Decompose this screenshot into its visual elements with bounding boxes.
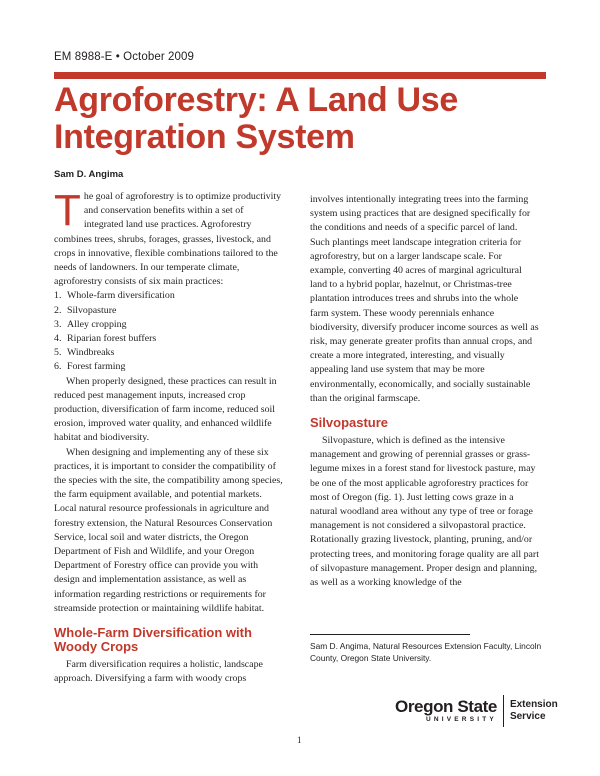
list-item: 4. Riparian forest buffers xyxy=(54,333,157,345)
continuation-paragraph: involves intentionally integrating trees into the farming system using practices that are designed specifically for the conditions and needs of a specific parcel of land. Such plantings meet landscape integration criteria for agroforestry, but on a larger landscape scale. For example, converting 40 acres of marginal agricultural land to a hybrid poplar, hazelnut, or Christmas-tree plantation introduces trees and shrubs into the whole farm system. These woody perennials enhance biodiversity, diversify producer income sources as well as risk, may generate greater profits than annual crops, and create a more integrated, interesting, and visually appealing land use system that may be more environmentally, economically, and socially sustainable than the original farmscape. xyxy=(310,194,539,404)
benefits-paragraph: When properly designed, these practices can result in reduced pest management inputs, increased crop production, diversification of farm income, reduced soil erosion, improved water quality, and enhanced wildlife habitat and biodiversity. xyxy=(54,375,277,444)
osu-extension-logo xyxy=(395,695,558,727)
page-title xyxy=(54,82,554,156)
practices-list xyxy=(54,289,283,374)
header-rule xyxy=(54,72,546,79)
page-number: 1 xyxy=(297,735,302,745)
logo-extension-line-1: Extension xyxy=(509,699,558,710)
left-column xyxy=(54,186,283,687)
list-item: 6. Forest farming xyxy=(54,361,126,373)
intro-text: he goal of agroforestry is to optimize productivity and conservation benefits within a set of integrated land use practices. Agroforestry combines trees, shrubs, forages, grasses, livestock, and crops in innovative, flexible combinations tailored to the needs of landowners. In our temperate climate, agroforestry consists of six main practices: xyxy=(54,191,282,288)
intro-paragraph xyxy=(54,186,283,289)
section-heading-whole-farm: Whole-Farm Diversification with Woody Crops xyxy=(54,625,252,655)
drop-cap: T xyxy=(54,186,81,235)
publication-line: EM 8988-E • October 2009 xyxy=(54,51,195,63)
footnote-rule xyxy=(310,634,470,635)
logo-extension xyxy=(510,699,558,723)
author-name: Sam D. Angima xyxy=(54,169,124,180)
design-paragraph: When designing and implementing any of these six practices, it is important to consider the compatibility of the species with the site, the compatibility among species, the farm equipment available, and potential markets. Local natural resource professionals in agriculture and forestry extension, the Natural Resources Conservation Service, local soil and water districts, the Oregon Department of Fish and Wildlife, and your Oregon Department of Forestry office can provide you with design and implementation assistance, as well as information regarding restrictions or requirements for streamside protection or maintaining wildlife habitat. xyxy=(54,446,283,614)
section-heading-silvopasture: Silvopasture xyxy=(310,415,389,431)
title-line-1: Agroforestry: A Land Use xyxy=(54,81,459,119)
silvopasture-paragraph: Silvopasture, which is defined as the intensive management and growing of perennial grasses or grass-legume mixes in a forest stand for livestock pasture, may be one of the most applicable agroforestry practices for most of Oregon (fig. 1). Just letting cows graze in a natural woodland area without any type of tree or forage management is not considered a silvopastoral practice. Rotationally grazing livestock, planting, pruning, and/or protecting trees, and monitoring forage quality are all part of silvopasture management. Proper design and planning, as well as a working knowledge of the xyxy=(310,435,539,589)
logo-name: Oregon State xyxy=(395,697,497,716)
logo-extension-line-2: Service xyxy=(509,711,546,722)
author-footnote: Sam D. Angima, Natural Resources Extension Faculty, Lincoln County, Oregon State University. xyxy=(310,641,542,663)
diversification-paragraph: Farm diversification requires a holistic, landscape approach. Diversifying a farm with woody crops xyxy=(54,659,263,685)
logo-divider xyxy=(503,695,504,727)
list-item: 3. Alley cropping xyxy=(54,318,127,330)
list-item: 1. Whole-farm diversification xyxy=(54,290,175,302)
logo-wordmark xyxy=(395,698,497,724)
list-item: 5. Windbreaks xyxy=(54,347,115,359)
title-line-2: Integration System xyxy=(54,118,355,156)
logo-subtitle: UNIVERSITY xyxy=(425,716,497,723)
right-column xyxy=(310,193,539,590)
list-item: 2. Silvopasture xyxy=(54,304,117,316)
